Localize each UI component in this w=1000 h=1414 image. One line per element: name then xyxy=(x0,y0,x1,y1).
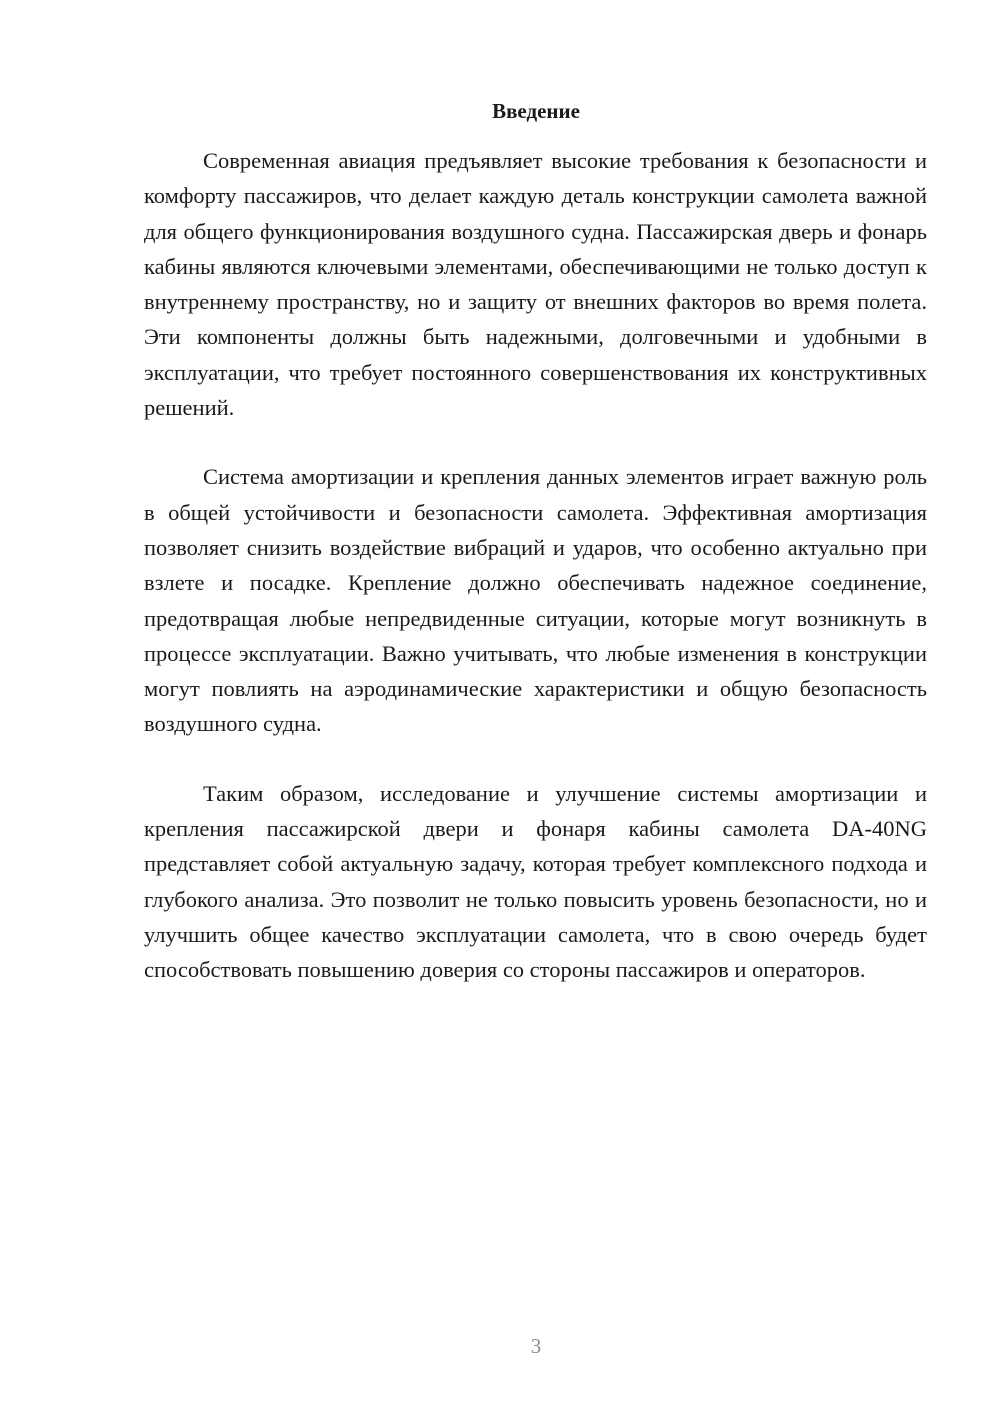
page-number: 3 xyxy=(530,1334,542,1358)
paragraph-3: Таким образом, исследование и улучшение системы амортизации и крепления пассажирской двери и фонаря кабины самолета DA-40NG представляет собой актуальную задачу, которая требует комплексного подхода и глубокого анализа. Это позволит не только повысить уровень безопасности, но и улучшить общее качество эксплуатации самолета, что в свою очередь будет способствовать повышению доверия со стороны пассажиров и операторов. xyxy=(144,780,927,983)
body-text xyxy=(144,143,927,1022)
paragraph-2: Система амортизации и крепления данных элементов играет важную роль в общей устойчивости и безопасности самолета. Эффективная амортизация позволяет снизить воздействие вибраций и ударов, что особенно актуально при взлете и посадке. Крепление должно обеспечивать надежное соединение, предотвращая любые непредвиденные ситуации, которые могут возникнуть в процессе эксплуатации. Важно учитывать, что любые изменения в конструкции могут повлиять на аэродинамические характеристики и общую безопасность воздушного судна. xyxy=(144,464,927,737)
section-heading: Введение xyxy=(492,99,580,123)
paragraph-1: Современная авиация предъявляет высокие требования к безопасности и комфорту пассажиров, что делает каждую деталь конструкции самолета важной для общего функционирования воздушного судна. Пассажирская дверь и фонарь кабины являются ключевыми элементами, обеспечивающими не только доступ к внутреннему пространству, но и защиту от внешних факторов во время полета. Эти компоненты должны быть надежными, долговечными и удобными в эксплуатации, что требует постоянного совершенствования их конструктивных решений. xyxy=(144,148,927,421)
